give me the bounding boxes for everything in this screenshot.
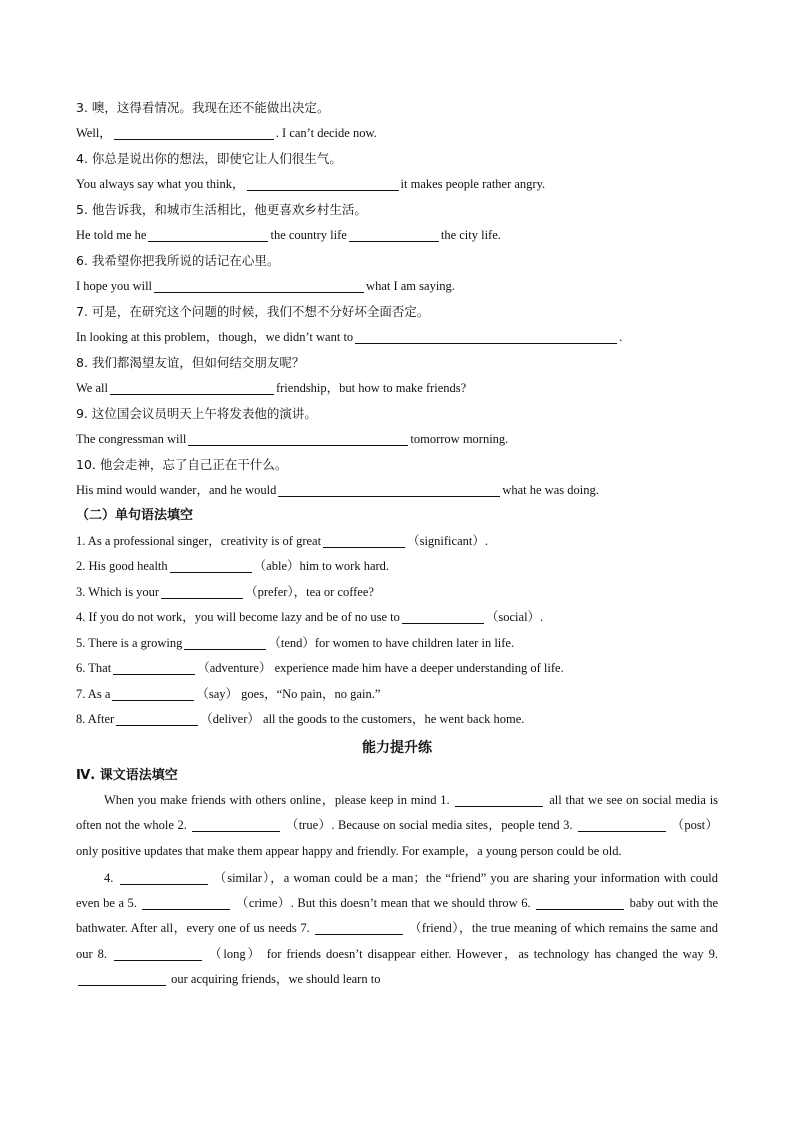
grammar-item: 5. There is a growing （tend）for women to have children later in life.	[76, 635, 515, 650]
grammar-item: 3. Which is your （prefer），tea or coffee?	[76, 584, 374, 599]
q9-english: The congressman will tomorrow morning.	[76, 431, 509, 446]
q3-english: Well， . I can’t decide now.	[76, 125, 377, 140]
answer-blank[interactable]	[142, 895, 230, 910]
grammar-item: 6. That （adventure） experience made him have a deeper understanding of life.	[76, 661, 564, 675]
q7-chinese: 7. 可是，在研究这个问题的时候，我们不想不分好坏全面否定。	[76, 304, 430, 319]
worksheet-page	[76, 95, 718, 992]
answer-blank[interactable]	[120, 870, 208, 885]
q7-english: In looking at this problem，though，we didn’t want to .	[76, 329, 623, 344]
cloze-section-title: Ⅳ. 课文语法填空	[76, 767, 178, 783]
answer-blank[interactable]	[184, 635, 266, 650]
q9-chinese: 9. 这位国会议员明天上午将发表他的演讲。	[76, 406, 317, 421]
q4-english: You always say what you think， it makes people rather angry.	[76, 176, 546, 191]
answer-blank[interactable]	[114, 946, 202, 961]
grammar-item: 8. After （deliver） all the goods to the customers，he went back home.	[76, 712, 525, 726]
cloze-paragraph-1: When you make friends with others online，please keep in mind 1. all that we see on social media is often not the whole 2. （true）. Because on social media sites，people tend 3. （post） only positive updates that make them appear happy and friendly. For example，a young person could be old.	[76, 793, 719, 858]
answer-blank[interactable]	[110, 380, 274, 395]
answer-blank[interactable]	[536, 895, 624, 910]
answer-blank[interactable]	[112, 686, 194, 701]
ability-section-title: 能力提升练	[362, 739, 432, 756]
answer-blank[interactable]	[148, 227, 268, 242]
answer-blank[interactable]	[455, 792, 543, 807]
answer-blank[interactable]	[78, 971, 166, 986]
q10-english: His mind would wander，and he would what he was doing.	[76, 482, 599, 497]
q8-chinese: 8. 我们都渴望友谊，但如何结交朋友呢？	[76, 355, 305, 370]
q4-chinese: 4. 你总是说出你的想法，即使它让人们很生气。	[76, 151, 342, 166]
grammar-section-title: （二）单句语法填空	[76, 508, 194, 523]
q5-chinese: 5. 他告诉我，和城市生活相比，他更喜欢乡村生活。	[76, 202, 367, 217]
answer-blank[interactable]	[170, 558, 252, 573]
grammar-item: 2. His good health （able）him to work hard.	[76, 559, 390, 573]
grammar-item: 4. If you do not work，you will become lazy and be of no use to （social）.	[76, 610, 544, 624]
answer-blank[interactable]	[278, 482, 500, 497]
answer-blank[interactable]	[315, 920, 403, 935]
q5-english: He told me he the country life the city life.	[76, 227, 501, 242]
answer-blank[interactable]	[114, 125, 274, 140]
q6-chinese: 6. 我希望你把我所说的话记在心里。	[76, 253, 280, 268]
answer-blank[interactable]	[355, 329, 617, 344]
answer-blank[interactable]	[247, 176, 399, 191]
answer-blank[interactable]	[113, 660, 195, 675]
cloze-paragraph-2: 4. （similar），a woman could be a man；the “friend” you are sharing your information with could even be a 5. （crime）. But this doesn’t mean that we should throw 6. baby out with the bathwater. After all，every one of us needs 7. （friend），the true meaning of which remains the same and our 8. （long） for friends doesn’t disappear either. However，as technology has changed the way 9. our acquiring friends，we should learn to	[76, 870, 719, 987]
answer-blank[interactable]	[323, 533, 405, 548]
answer-blank[interactable]	[154, 278, 364, 293]
answer-blank[interactable]	[349, 227, 439, 242]
answer-blank[interactable]	[578, 817, 666, 832]
q8-english: We all friendship，but how to make friends?	[76, 380, 467, 395]
q10-chinese: 10. 他会走神，忘了自己正在干什么。	[76, 457, 288, 472]
q6-english: I hope you will what I am saying.	[76, 278, 455, 293]
answer-blank[interactable]	[188, 431, 408, 446]
grammar-item: 1. As a professional singer，creativity is of great （significant）.	[76, 533, 488, 548]
answer-blank[interactable]	[192, 817, 280, 832]
q3-chinese: 3. 噢，这得看情况。我现在还不能做出决定。	[76, 100, 330, 115]
answer-blank[interactable]	[402, 609, 484, 624]
answer-blank[interactable]	[161, 584, 243, 599]
grammar-item: 7. As a （say） goes，“No pain，no gain.”	[76, 686, 381, 701]
answer-blank[interactable]	[116, 711, 198, 726]
